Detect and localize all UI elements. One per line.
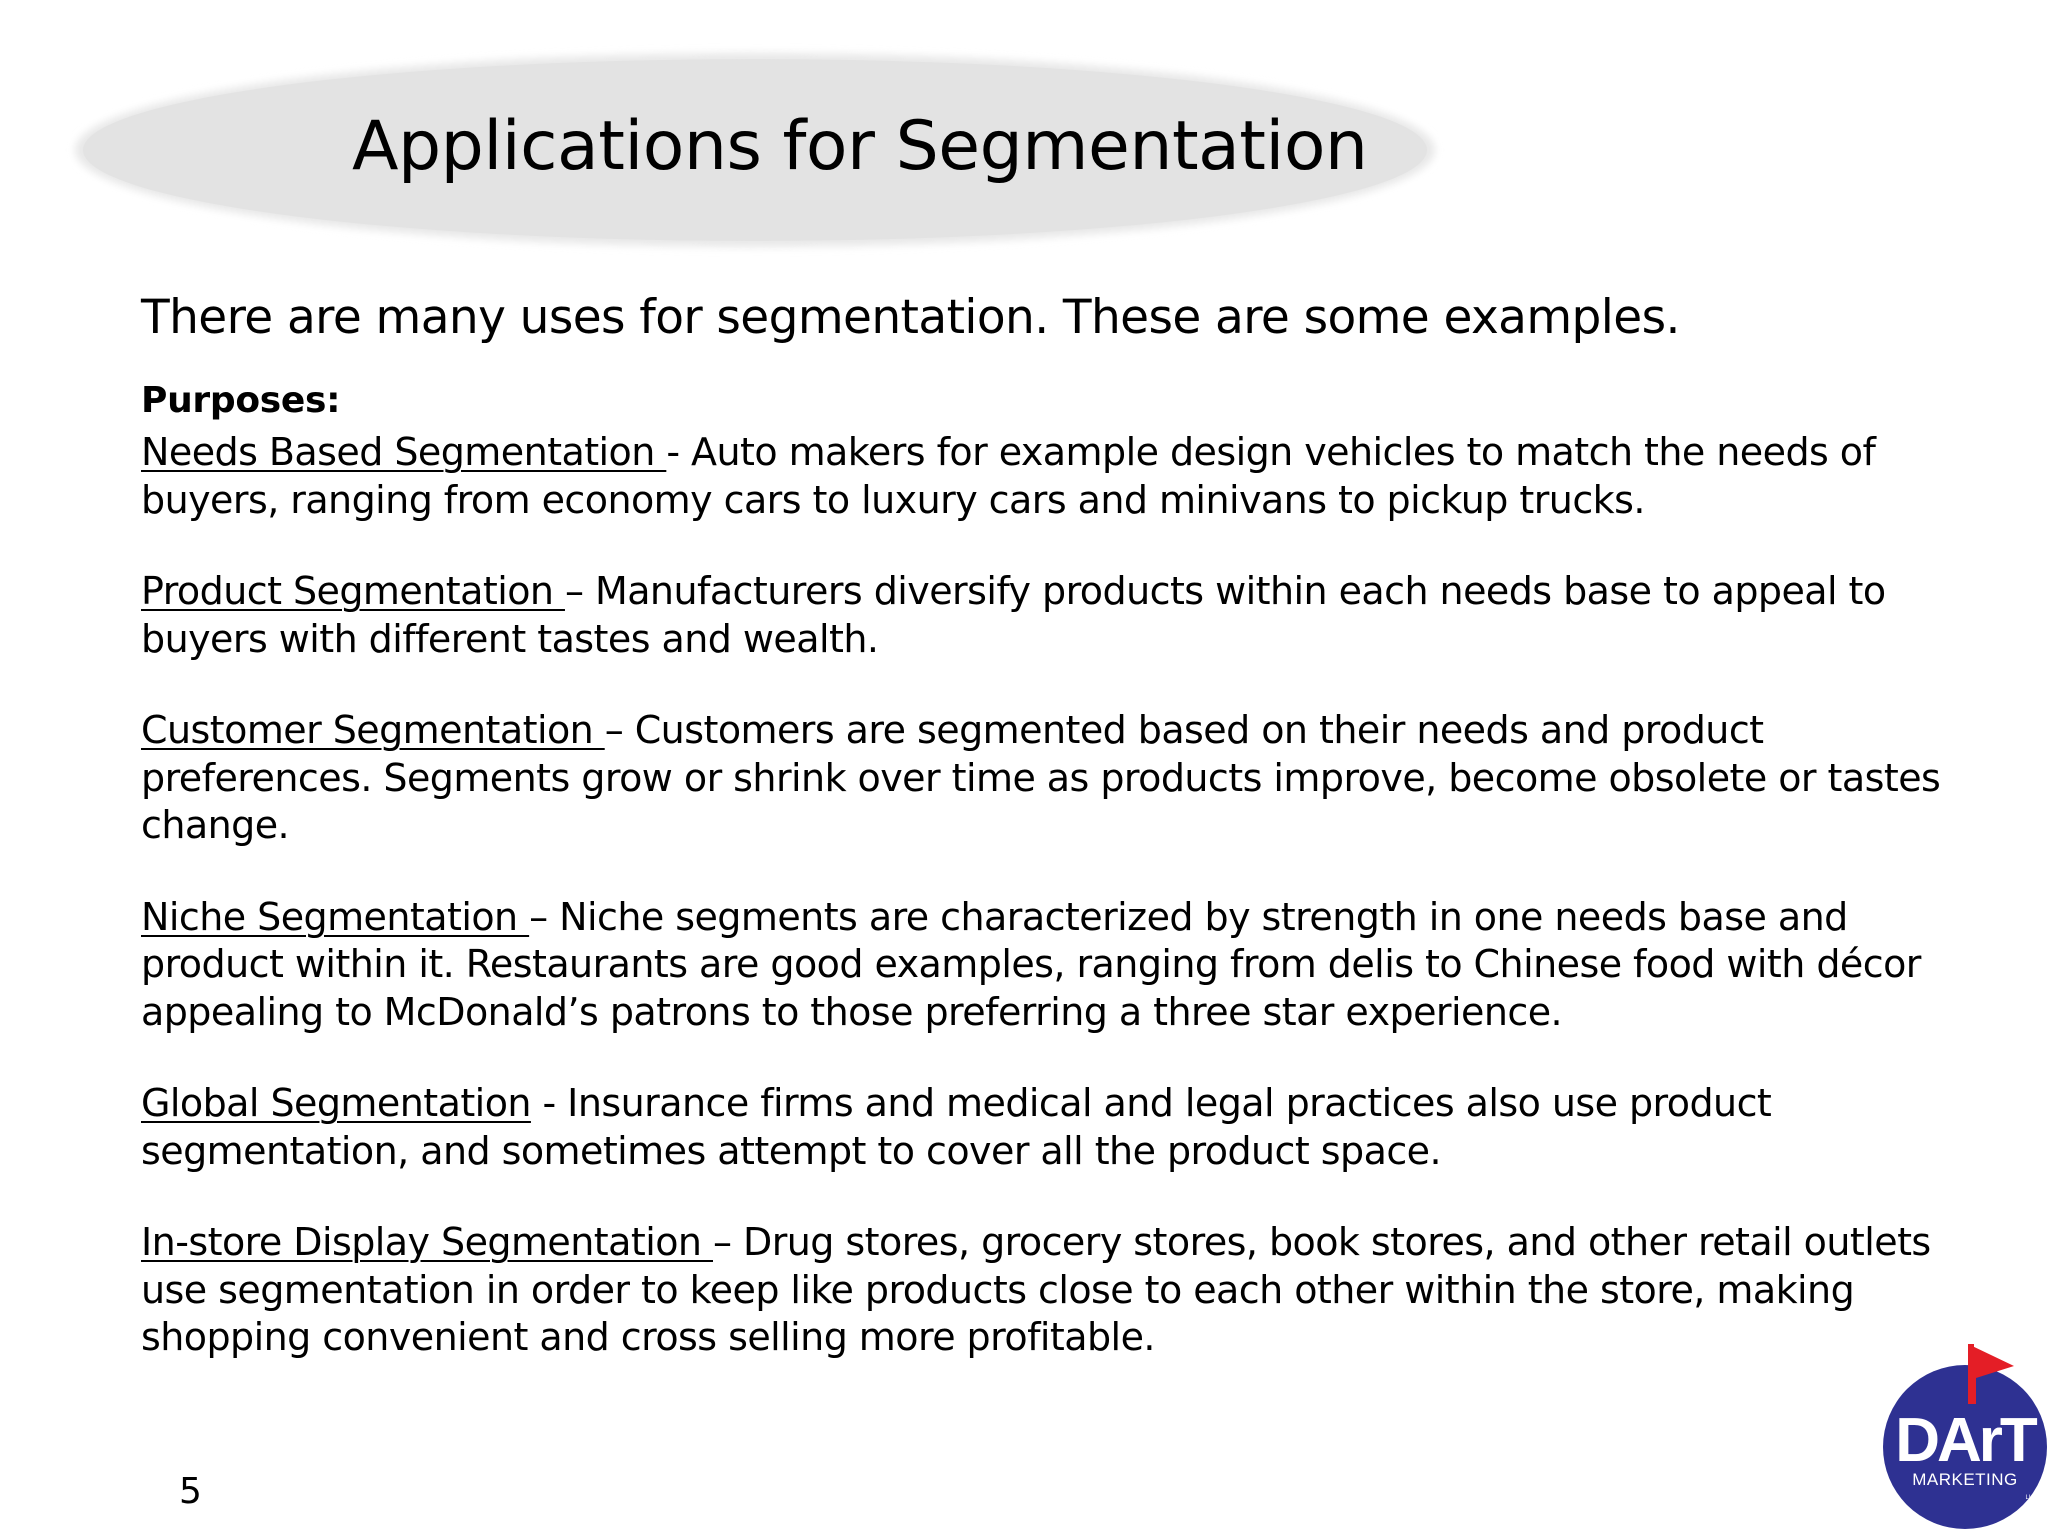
item-description: Insurance firms and medical and legal practices also use product segmentation, and sometimes attempt to cover all the product space. [141, 1081, 1772, 1173]
item-description: Manufacturers diversify products within each needs base to appeal to buyers with different tastes and wealth. [141, 569, 1886, 661]
item-separator: – [564, 569, 595, 613]
list-item-in-store-display [141, 1219, 1941, 1362]
item-term: Needs Based Segmentation [141, 430, 667, 474]
item-separator: - [666, 430, 692, 474]
company-logo [1876, 1336, 2048, 1536]
list-item-needs-based [141, 429, 1941, 524]
purposes-heading: Purposes: [141, 380, 341, 421]
logo-wordmark: DArT [1895, 1406, 2035, 1475]
item-term: Global Segmentation [141, 1081, 531, 1125]
logo-graphic [1876, 1336, 2048, 1536]
item-description: Auto makers for example design vehicles to match the needs of buyers, ranging from economy cars to luxury cars and minivans to pickup trucks. [141, 430, 1876, 522]
item-description: Drug stores, grocery stores, book stores, and other retail outlets use segmentation in order to keep like products close to each other within the store, making shopping convenient and cross selling more profitable. [141, 1220, 1931, 1359]
item-description: Niche segments are characterized by strength in one needs base and product within it. Restaurants are good examples, ranging from delis to Chinese food with décor appealing to McDonald’s patrons to those preferring a three star experience. [141, 894, 1921, 1034]
item-term: Niche Segmentation [141, 894, 530, 939]
intro-text: There are many uses for segmentation. These are some examples. [141, 290, 1680, 345]
item-term: In-store Display Segmentation [141, 1220, 713, 1264]
item-description: Customers are segmented based on their needs and product preferences. Segments grow or shrink over time as products improve, become obsolete or tastes change. [141, 708, 1941, 847]
item-separator: – [529, 894, 560, 939]
item-separator: – [604, 708, 635, 752]
list-item-global [141, 1080, 1941, 1175]
logo-subtitle: MARKETING [1912, 1470, 2018, 1489]
list-item-product [141, 568, 1941, 663]
item-term: Product Segmentation [141, 569, 565, 613]
item-term: Customer Segmentation [141, 708, 605, 752]
page-number: 5 [179, 1471, 202, 1512]
list-item-niche [141, 894, 1941, 1037]
item-separator: – [713, 1220, 743, 1264]
logo-suffix: LLC [2025, 1495, 2037, 1501]
slide-content [141, 282, 1941, 1362]
slide-title: Applications for Segmentation [352, 107, 1368, 186]
item-separator: - [530, 1081, 568, 1125]
list-item-customer [141, 707, 1941, 850]
